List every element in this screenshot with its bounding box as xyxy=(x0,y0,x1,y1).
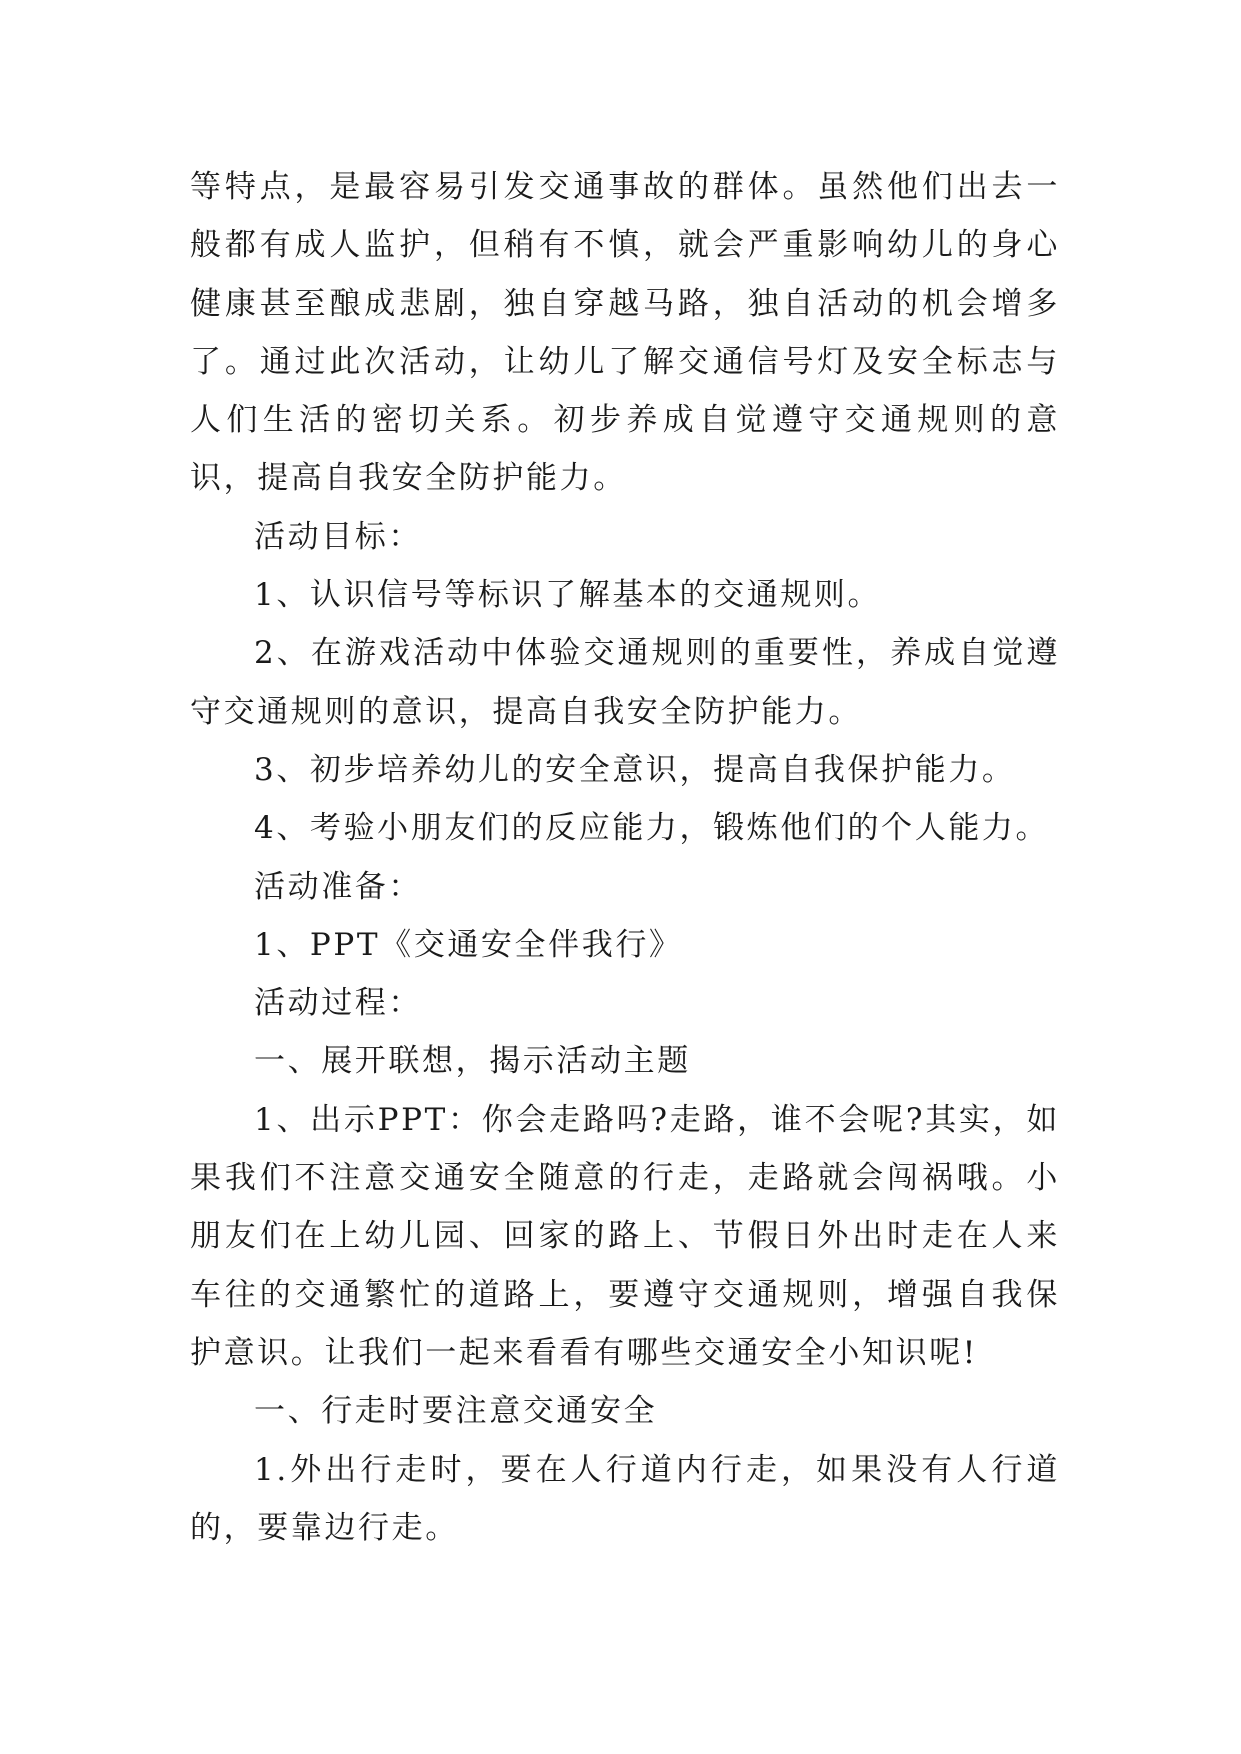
process-step-1: 1、出示PPT：你会走路吗?走路，谁不会呢?其实，如果我们不注意交通安全随意的行走，走路就会闯祸哦。小朋友们在上幼儿园、回家的路上、节假日外出时走在人来车往的交通繁忙的道路上，要遵守交通规则，增强自我保护意识。让我们一起来看看有哪些交通安全小知识呢! xyxy=(190,1101,1060,1371)
heading-activity-process: 活动过程： xyxy=(254,985,422,1022)
process-section-walking: 一、行走时要注意交通安全 xyxy=(254,1393,658,1430)
goal-item-2: 2、在游戏活动中体验交通规则的重要性，养成自觉遵守交通规则的意识，提高自我安全防护能力。 xyxy=(190,635,1060,730)
goal-item-4: 4、考验小朋友们的反应能力，锻炼他们的个人能力。 xyxy=(254,810,1050,847)
paragraph-intro: 等特点，是最容易引发交通事故的群体。虽然他们出去一般都有成人监护，但稍有不慎，就会严重影响幼儿的身心健康甚至酿成悲剧，独自穿越马路，独自活动的机会增多了。通过此次活动，让幼儿了解交通信号灯及安全标志与人们生活的密切关系。初步养成自觉遵守交通规则的意识，提高自我安全防护能力。 xyxy=(190,169,1060,497)
goal-item-3: 3、初步培养幼儿的安全意识，提高自我保护能力。 xyxy=(254,751,1016,788)
heading-activity-preparation: 活动准备： xyxy=(254,868,422,905)
document-body xyxy=(190,158,1060,1557)
walking-rule-1: 1.外出行走时，要在人行道内行走，如果没有人行道的，要靠边行走。 xyxy=(190,1451,1060,1546)
heading-activity-goals: 活动目标： xyxy=(254,518,422,555)
preparation-item-1: 1、PPT《交通安全伴我行》 xyxy=(254,926,683,963)
goal-item-1: 1、认识信号等标识了解基本的交通规则。 xyxy=(254,577,882,614)
process-section-1: 一、展开联想，揭示活动主题 xyxy=(254,1043,691,1080)
